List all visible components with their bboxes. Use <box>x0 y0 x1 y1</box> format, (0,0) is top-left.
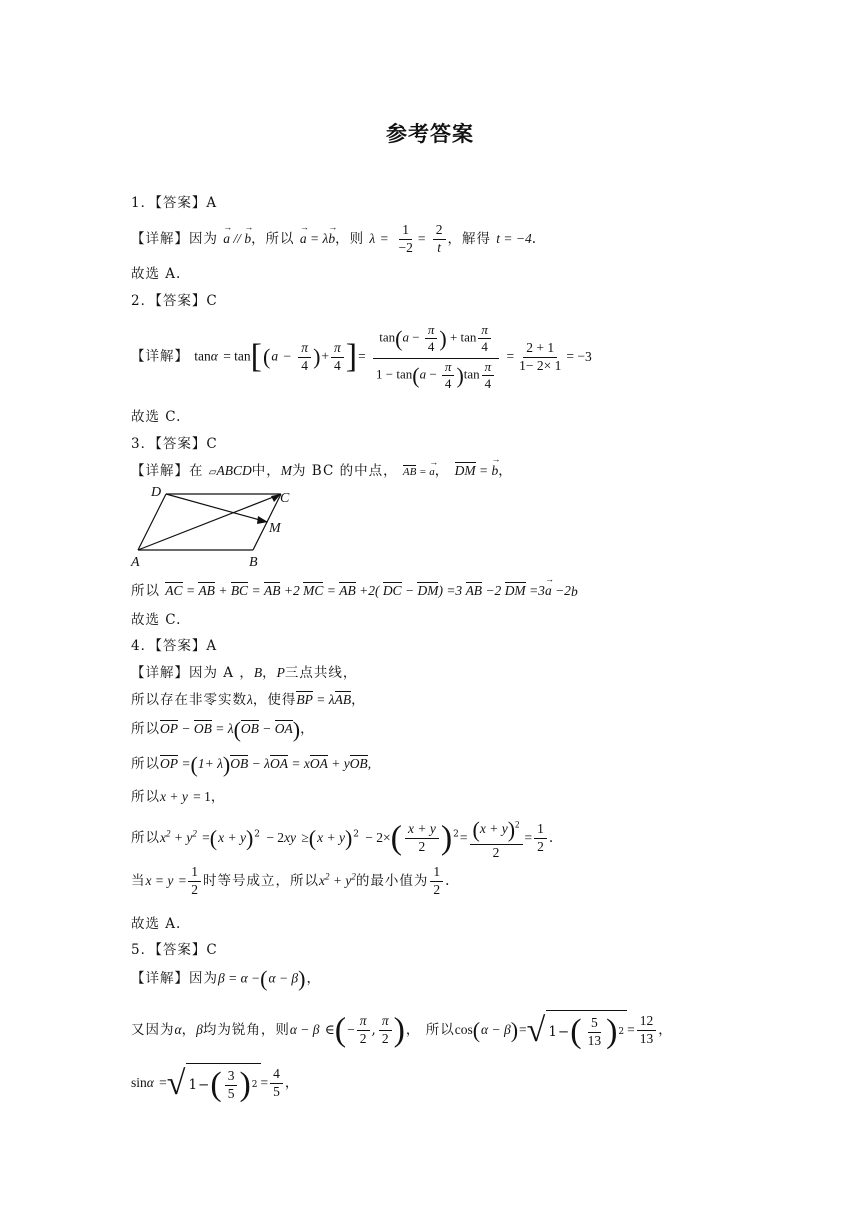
q4-answer: 4．【答案】A <box>131 638 218 654</box>
q5-line1: 【详解】因为β = α −(α − β)， <box>131 966 321 991</box>
label-a: A <box>131 555 140 570</box>
q5-answer: 5．【答案】C <box>131 942 218 958</box>
q4-line1: 【详解】因为 A ，B，P三点共线， <box>131 665 358 681</box>
q4-conclusion: 故选 A. <box>131 916 182 932</box>
q4-line3: 所以OP − OB = λ(OB − OA)， <box>131 717 315 742</box>
label-c: C <box>280 491 290 506</box>
q1-detail: 【详解】因为 → a // → b，所以 → a = λ→ b，则 λ = $\frac{1}{-2}$ = $\frac{2}{t}$ ，解得 t = −4. <box>131 222 537 257</box>
q4-line5: 所以x + y = 1， <box>131 789 226 805</box>
q4-line4: 所以OP =(1+ λ)OB − λOA = xOA + yOB, <box>131 752 372 777</box>
label-m: M <box>269 521 281 536</box>
q5-line3: sinα = √ 1− ( $\frac{3}{5}$ ) 2 = $\frac{4}{5}$ ， <box>131 1064 300 1103</box>
q2-answer: 2．【答案】C <box>131 293 218 309</box>
q3-conclusion: 故选 C. <box>131 612 182 628</box>
q3-answer: 3．【答案】C <box>131 436 218 452</box>
page-title: 参考答案 <box>386 122 474 146</box>
label-b: B <box>249 555 258 570</box>
parallelogram-figure <box>128 484 298 570</box>
q2-conclusion: 故选 C. <box>131 409 182 425</box>
label-d: D <box>151 485 162 500</box>
q3-vector-result: 所以 AC = AB + BC = AB +2 MC = AB +2( DC − DM) =3 AB −2 DM =3→ a −2→ b <box>131 579 583 600</box>
q1-answer: 1．【答案】A <box>131 195 218 211</box>
q3-detail: 【详解】在 ▱ABCD中，M为 BC 的中点， AB = → a， DM = → b， <box>131 459 513 479</box>
q5-line2: 又因为α，β均为锐角，则α − β ∈(− $\frac{\pi}{2}$ , $\frac{\pi}{2}$ )， 所以cos(α − β)= √ 1− ( $\frac{5}{13}$ ) 2 = $\frac{12}{13}$ ， <box>131 1011 673 1050</box>
q2-detail: 【详解】 tanα = tan[(a − $\frac{\pi}{4}$ )+ $\frac{\pi}{4}$ ]= tan(a − $\frac{\pi}{4}$ ) + tan $\frac{\pi}{4}$ 1 − tan(a − $\frac{\pi}{4}$ )tan $\frac{\pi}{4}$ = $\frac{2 + 1}{1- 2\times 1}$ = −3 <box>131 322 592 391</box>
q4-line6: 所以$x^2 + y^2 =(x + y)^2 - 2xy \ge(x + y)^2 - 2\times$( $\frac{x + y}{2}$ )$^2$= $\frac{(x + y)^2}{2}$ = $\frac{1}{2}$ . <box>131 817 555 860</box>
q4-line2: 所以存在非零实数λ，使得BP = λAB， <box>131 692 366 708</box>
q4-line7: 当x = y = $\frac{1}{2}$ 时等号成立，所以$x^2 + y^2$的最小值为 $\frac{1}{2}$ . <box>131 864 451 897</box>
q1-conclusion: 故选 A. <box>131 266 182 282</box>
